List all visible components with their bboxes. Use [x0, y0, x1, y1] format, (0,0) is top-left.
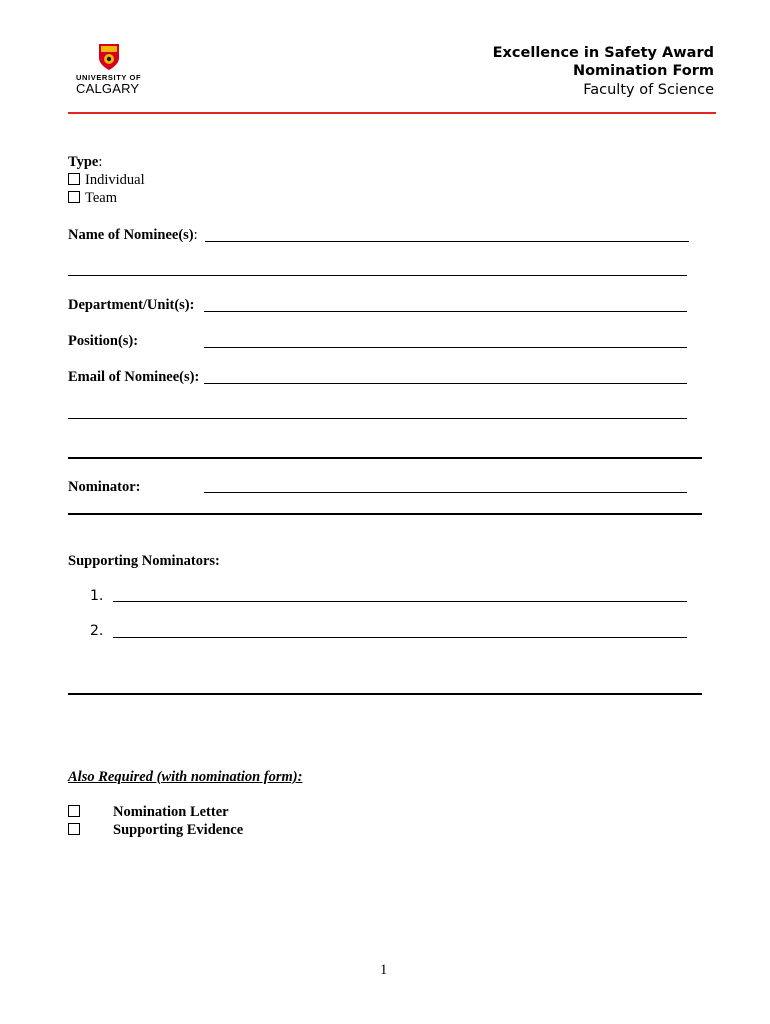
- supporting-nominator-1-field[interactable]: [113, 601, 687, 602]
- logo-text-calgary: CALGARY: [76, 81, 140, 96]
- supporting-number-2: 2.: [90, 623, 104, 639]
- checkbox-icon[interactable]: [68, 173, 80, 185]
- nominee-name-label-group: [68, 227, 198, 244]
- required-item-label: Nomination Letter: [113, 804, 229, 820]
- nominee-name-label: Name of Nominee(s): [68, 227, 194, 243]
- type-colon: :: [98, 154, 103, 170]
- email-field[interactable]: [204, 383, 687, 384]
- logo-text-university: UNIVERSITY OF: [76, 73, 142, 82]
- type-heading: [68, 154, 102, 171]
- crest-icon: [98, 43, 120, 71]
- supporting-nominator-2-field[interactable]: [113, 637, 687, 638]
- nominee-name-field[interactable]: [205, 241, 689, 242]
- nominee-name-field-extra[interactable]: [68, 275, 687, 276]
- supporting-number-1: 1.: [90, 588, 104, 604]
- position-label: Position(s):: [68, 333, 139, 349]
- option-label: Team: [85, 190, 117, 206]
- form-subtitle: Faculty of Science: [583, 82, 714, 98]
- email-label: Email of Nominee(s):: [68, 369, 200, 385]
- nominator-field[interactable]: [204, 492, 687, 493]
- nominator-label: Nominator:: [68, 479, 141, 495]
- type-label: Type: [68, 154, 99, 170]
- type-option-team[interactable]: [68, 190, 117, 207]
- section-divider: [68, 693, 702, 695]
- university-logo: [74, 43, 144, 95]
- type-option-individual[interactable]: [68, 172, 145, 189]
- email-field-extra[interactable]: [68, 418, 687, 419]
- page-number: 1: [380, 962, 388, 978]
- required-item-evidence[interactable]: [68, 822, 85, 839]
- required-item-letter[interactable]: [68, 804, 85, 821]
- checkbox-icon[interactable]: [68, 823, 80, 835]
- nominee-name-colon: :: [193, 227, 198, 243]
- also-required-heading: Also Required (with nomination form):: [68, 769, 303, 785]
- section-divider: [68, 513, 702, 515]
- checkbox-icon[interactable]: [68, 191, 80, 203]
- department-field[interactable]: [204, 311, 687, 312]
- department-label: Department/Unit(s):: [68, 297, 195, 313]
- form-title-line1: Excellence in Safety Award: [492, 45, 714, 61]
- checkbox-icon[interactable]: [68, 805, 80, 817]
- position-field[interactable]: [204, 347, 687, 348]
- supporting-nominators-label: Supporting Nominators:: [68, 553, 220, 569]
- form-title-line2: Nomination Form: [572, 63, 714, 79]
- section-divider: [68, 457, 702, 459]
- required-item-label: Supporting Evidence: [113, 822, 244, 838]
- header-divider: [68, 112, 716, 114]
- option-label: Individual: [85, 172, 145, 188]
